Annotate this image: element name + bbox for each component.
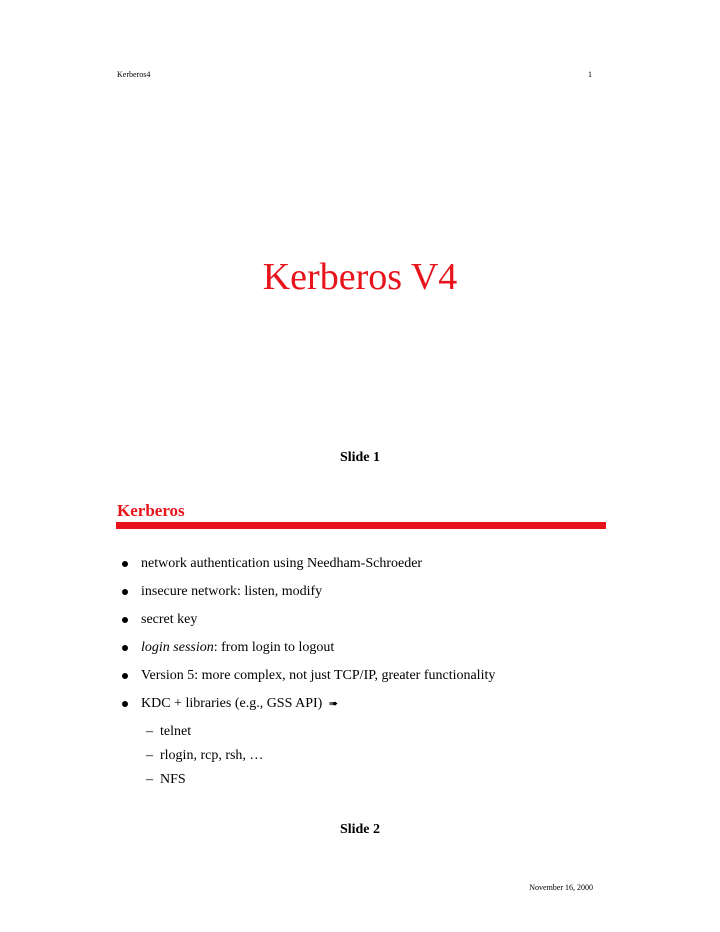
sub-item-text: rlogin, rcp, rsh, … bbox=[160, 748, 264, 763]
list-item bbox=[122, 612, 602, 640]
dash-bullet-icon: – bbox=[146, 772, 153, 787]
sub-list-item bbox=[146, 772, 263, 796]
heading-rule bbox=[116, 522, 606, 529]
bullet-text: KDC + libraries (e.g., GSS API) bbox=[141, 696, 323, 711]
dash-bullet-icon: – bbox=[146, 748, 153, 763]
running-header: Kerberos4 bbox=[117, 70, 151, 79]
bullet-dot-icon bbox=[122, 617, 128, 623]
list-item bbox=[122, 584, 602, 612]
list-item bbox=[122, 668, 602, 696]
sub-list-item bbox=[146, 748, 263, 772]
bullet-list bbox=[122, 556, 602, 724]
slide-title: Kerberos V4 bbox=[262, 256, 458, 298]
slide-1-label: Slide 1 bbox=[339, 450, 381, 465]
sub-list bbox=[146, 724, 263, 796]
bullet-dot-icon bbox=[122, 701, 128, 707]
list-item bbox=[122, 556, 602, 584]
bullet-text: : from login to logout bbox=[213, 640, 335, 655]
bullet-emphasis: login session bbox=[141, 640, 214, 655]
list-item bbox=[122, 696, 602, 724]
bullet-text: insecure network: listen, modify bbox=[141, 584, 323, 599]
footer-date: November 16, 2000 bbox=[529, 883, 593, 892]
bullet-dot-icon bbox=[122, 645, 128, 651]
sub-item-text: telnet bbox=[160, 724, 192, 739]
sub-list-item bbox=[146, 724, 263, 748]
right-arrow-icon: ➠ bbox=[328, 698, 339, 710]
bullet-text: Version 5: more complex, not just TCP/IP, greater functionality bbox=[141, 668, 496, 683]
slide-2-label: Slide 2 bbox=[339, 822, 381, 837]
bullet-dot-icon bbox=[122, 561, 128, 567]
bullet-dot-icon bbox=[122, 673, 128, 679]
sub-item-text: NFS bbox=[160, 772, 186, 787]
bullet-text: secret key bbox=[141, 612, 198, 627]
bullet-text: network authentication using Needham-Schroeder bbox=[141, 556, 423, 571]
dash-bullet-icon: – bbox=[146, 724, 153, 739]
section-heading: Kerberos bbox=[117, 501, 185, 520]
bullet-dot-icon bbox=[122, 589, 128, 595]
page-number: 1 bbox=[588, 70, 592, 79]
list-item bbox=[122, 640, 602, 668]
